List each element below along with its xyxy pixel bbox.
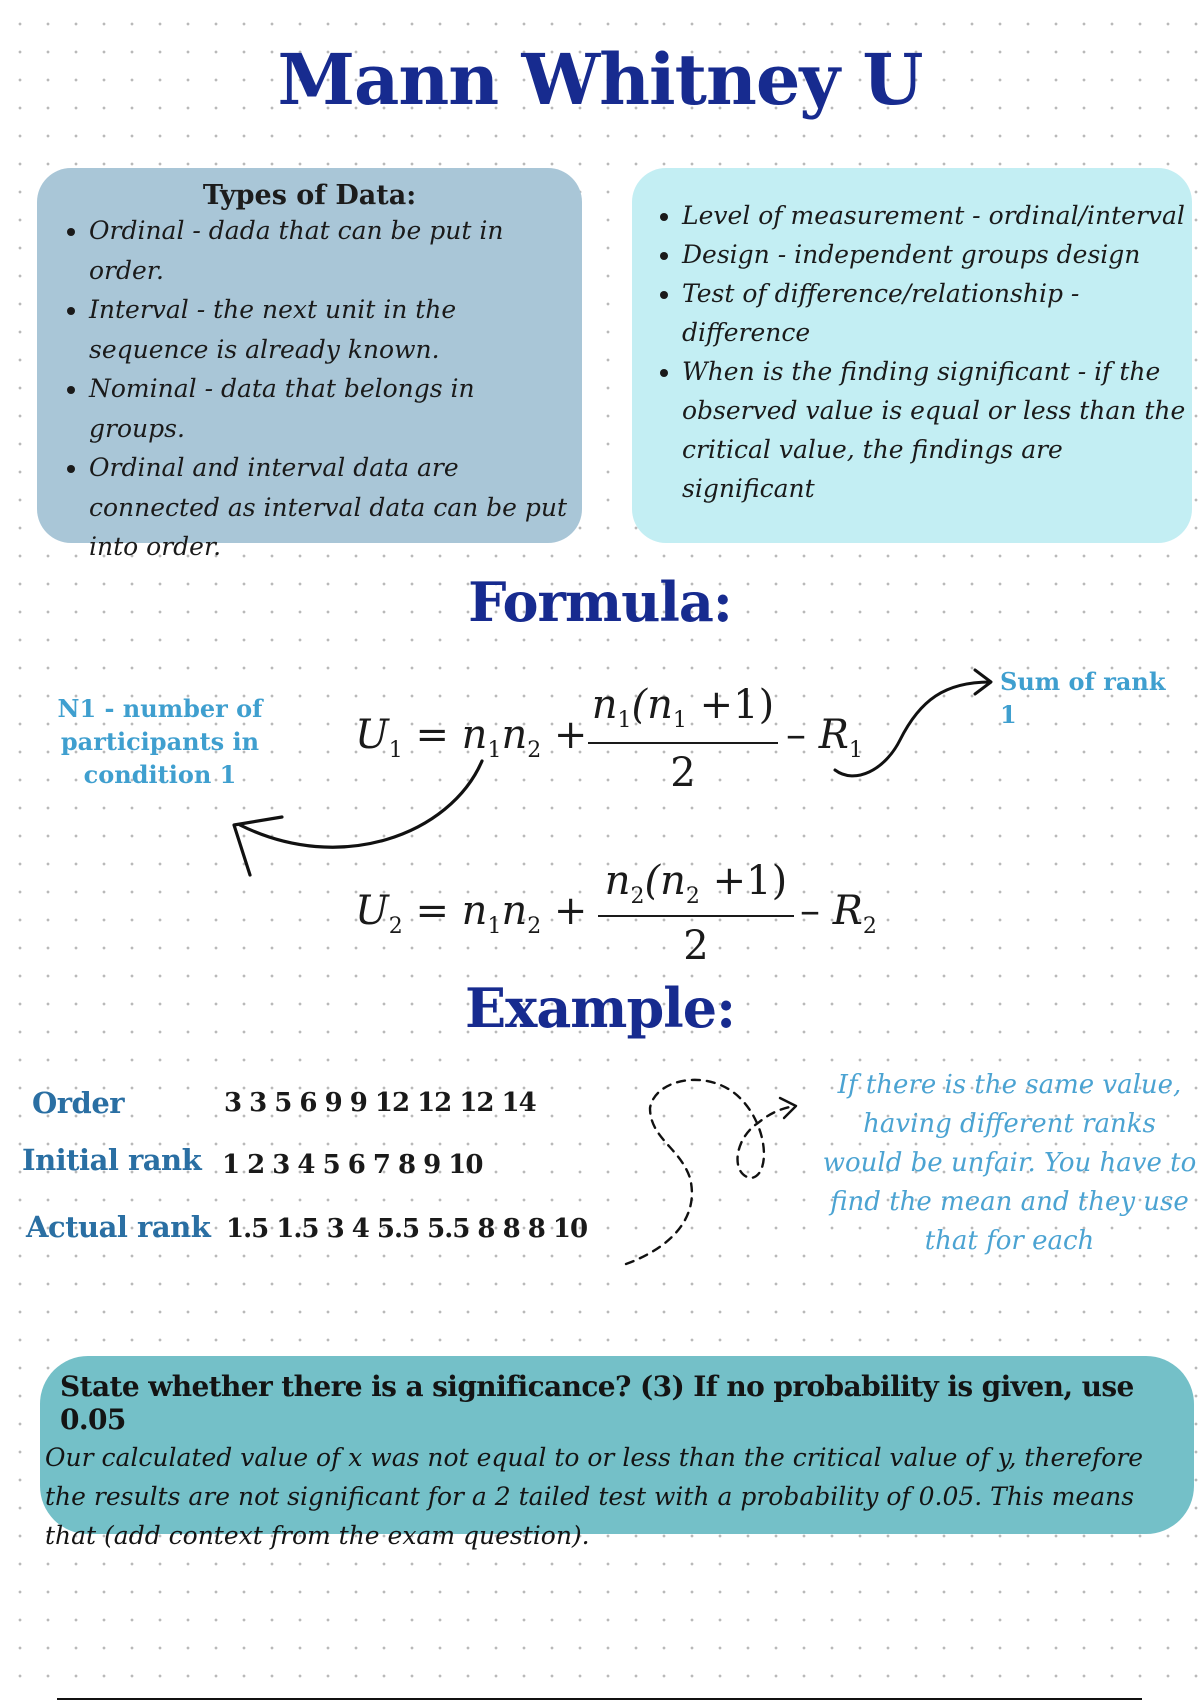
r1-annotation: Sum of rank 1 — [1000, 667, 1166, 729]
test-info-card — [632, 168, 1192, 543]
row-label-actual-rank: Actual rank — [26, 1210, 211, 1244]
list-item: • When is the finding significant - if the observed value is equal or less than the critical value, the findings are significant — [682, 352, 1186, 508]
equation-u1-fraction-bar — [588, 742, 778, 744]
row-values-actual-rank: 1.5 1.5 3 4 5.5 5.5 8 8 8 10 — [226, 1214, 588, 1244]
list-item: • Design - independent groups design — [682, 235, 1186, 274]
example-heading: Example: — [464, 976, 736, 1040]
row-label-initial-rank: Initial rank — [22, 1143, 202, 1177]
equation-u1-numerator: $n_1(n_1 +1)$ — [591, 682, 775, 733]
list-item: • Nominal - data that belongs in groups. — [89, 369, 568, 448]
list-item: • Test of difference/relationship - difference — [682, 274, 1186, 352]
equation-u2-rank-term: – $R_2$ — [800, 888, 877, 939]
equation-u1-rank-term: – $R_1$ — [786, 712, 863, 763]
list-item: • Level of measurement - ordinal/interval — [682, 196, 1186, 235]
types-of-data-list — [37, 211, 582, 567]
significance-card — [40, 1356, 1194, 1550]
list-item: • Ordinal and interval data are connected as interval data can be put into order. — [89, 448, 568, 567]
test-info-list — [632, 196, 1192, 508]
equation-u2-denominator: 2 — [683, 923, 709, 969]
list-item: • Interval - the next unit in the sequence is already known. — [89, 290, 568, 369]
list-item: • Ordinal - dada that can be put in order. — [89, 211, 568, 290]
equation-u2-fraction-bar — [598, 915, 794, 917]
formula-heading: Formula: — [468, 570, 732, 634]
types-of-data-heading: Types of Data: — [202, 180, 417, 211]
significance-heading: State whether there is a significance? (3) If no probability is given, use 0.05 — [60, 1370, 1134, 1436]
page-title: Mann Whitney U — [277, 38, 923, 121]
significance-body: Our calculated value of x was not equal to or less than the critical value of y, therefore the results are not significant for a 2 tailed test with a probability of 0.05. This means that (add context from the exam question). — [45, 1443, 1144, 1550]
row-values-initial-rank: 1 2 3 4 5 6 7 8 9 10 — [222, 1150, 483, 1180]
equation-u1-denominator: 2 — [670, 750, 696, 796]
row-label-order: Order — [32, 1086, 125, 1120]
equation-u2-numerator: $n_2(n_2 +1)$ — [604, 858, 788, 909]
equation-u1: $U_1 = n_1n_2$ + — [355, 712, 588, 763]
types-of-data-card — [37, 168, 582, 561]
row-values-order: 3 3 5 6 9 9 12 12 12 14 — [224, 1088, 536, 1118]
n1-annotation: N1 - number of participants in condition 1 — [57, 694, 263, 789]
dashed-loop-arrow-icon — [610, 1068, 810, 1268]
n1-arrow-icon — [220, 755, 490, 890]
tied-ranks-note: If there is the same value, having different ranks would be unfair. You have to find the mean and they use that for each — [822, 1070, 1197, 1256]
equation-u2: $U_2 = n_1n_2$ + — [355, 888, 588, 939]
